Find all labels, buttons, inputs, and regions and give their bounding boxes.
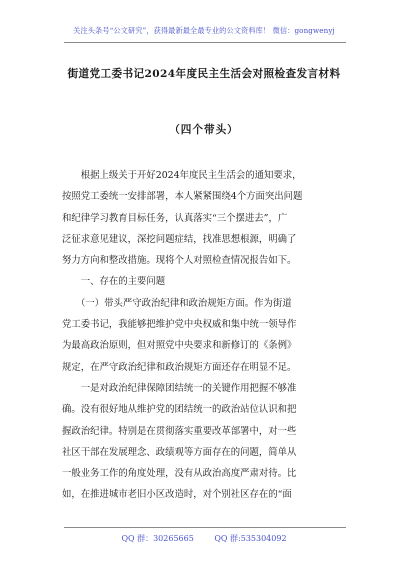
footer [0, 533, 408, 544]
body-line: 社区干部在发展理念、政绩观等方面存在的问题，简单从 [62, 446, 297, 458]
document-subtitle: （四个带头） [169, 124, 239, 136]
footer-divider [64, 527, 346, 528]
body-line: 握政治纪律。特别是在贯彻落实重要改革部署中，对一些 [62, 425, 297, 437]
header-banner: 关注头条号“公文研究”，获得最新最全最专业的公文资料库！ 微信：gongwenyj [73, 26, 335, 35]
body-line: （一）带头严守政治纪律和政治规矩方面。作为街道 [62, 297, 292, 309]
body-line: 一是对政治纪律保障团结统一的关键作用把握不够准 [62, 382, 297, 394]
body-line: 泛征求意见建议，深挖问题症结，找准思想根源，明确了 [62, 233, 297, 245]
footer-qq-group-1: QQ 群：30265665 [121, 534, 194, 543]
footer-qq-group-2: QQ 群:535304092 [214, 534, 287, 543]
body-line: 根据上级关于开好2024年度民主生活会的通知要求， [62, 170, 302, 181]
body-line: 一、存在的主要问题 [62, 276, 166, 288]
body-line: 确。没有很好地从维护党的团结统一的政治站位认识和把 [62, 404, 297, 416]
body-line: 如，在推进城市老旧小区改造时，对个别社区存在的“面 [62, 489, 292, 501]
body-line: 和纪律学习教育目标任务，认真落实“三个摆进去”，广 [62, 212, 288, 224]
body-line: 一般业务工作的角度处理，没有从政治高度严肃对待。比 [62, 468, 297, 480]
document-body [62, 165, 354, 506]
body-line: 规定，在严守政治纪律和政治规矩方面还存在明显不足。 [62, 361, 297, 373]
body-line: 按照党工委统一安排部署，本人紧紧围绕4个方面突出问题 [62, 191, 303, 203]
body-line: 为最高政治原则，但对照党中央要求和新修订的《条例》 [62, 340, 297, 352]
header-divider [64, 42, 346, 43]
body-line: 努力方向和整改措施。现将个人对照检查情况报告如下。 [62, 255, 297, 267]
body-line: 党工委书记，我能够把维护党中央权威和集中统一领导作 [62, 319, 297, 331]
document-title: 街道党工委书记2024年度民主生活会对照检查发言材料 [67, 68, 341, 80]
